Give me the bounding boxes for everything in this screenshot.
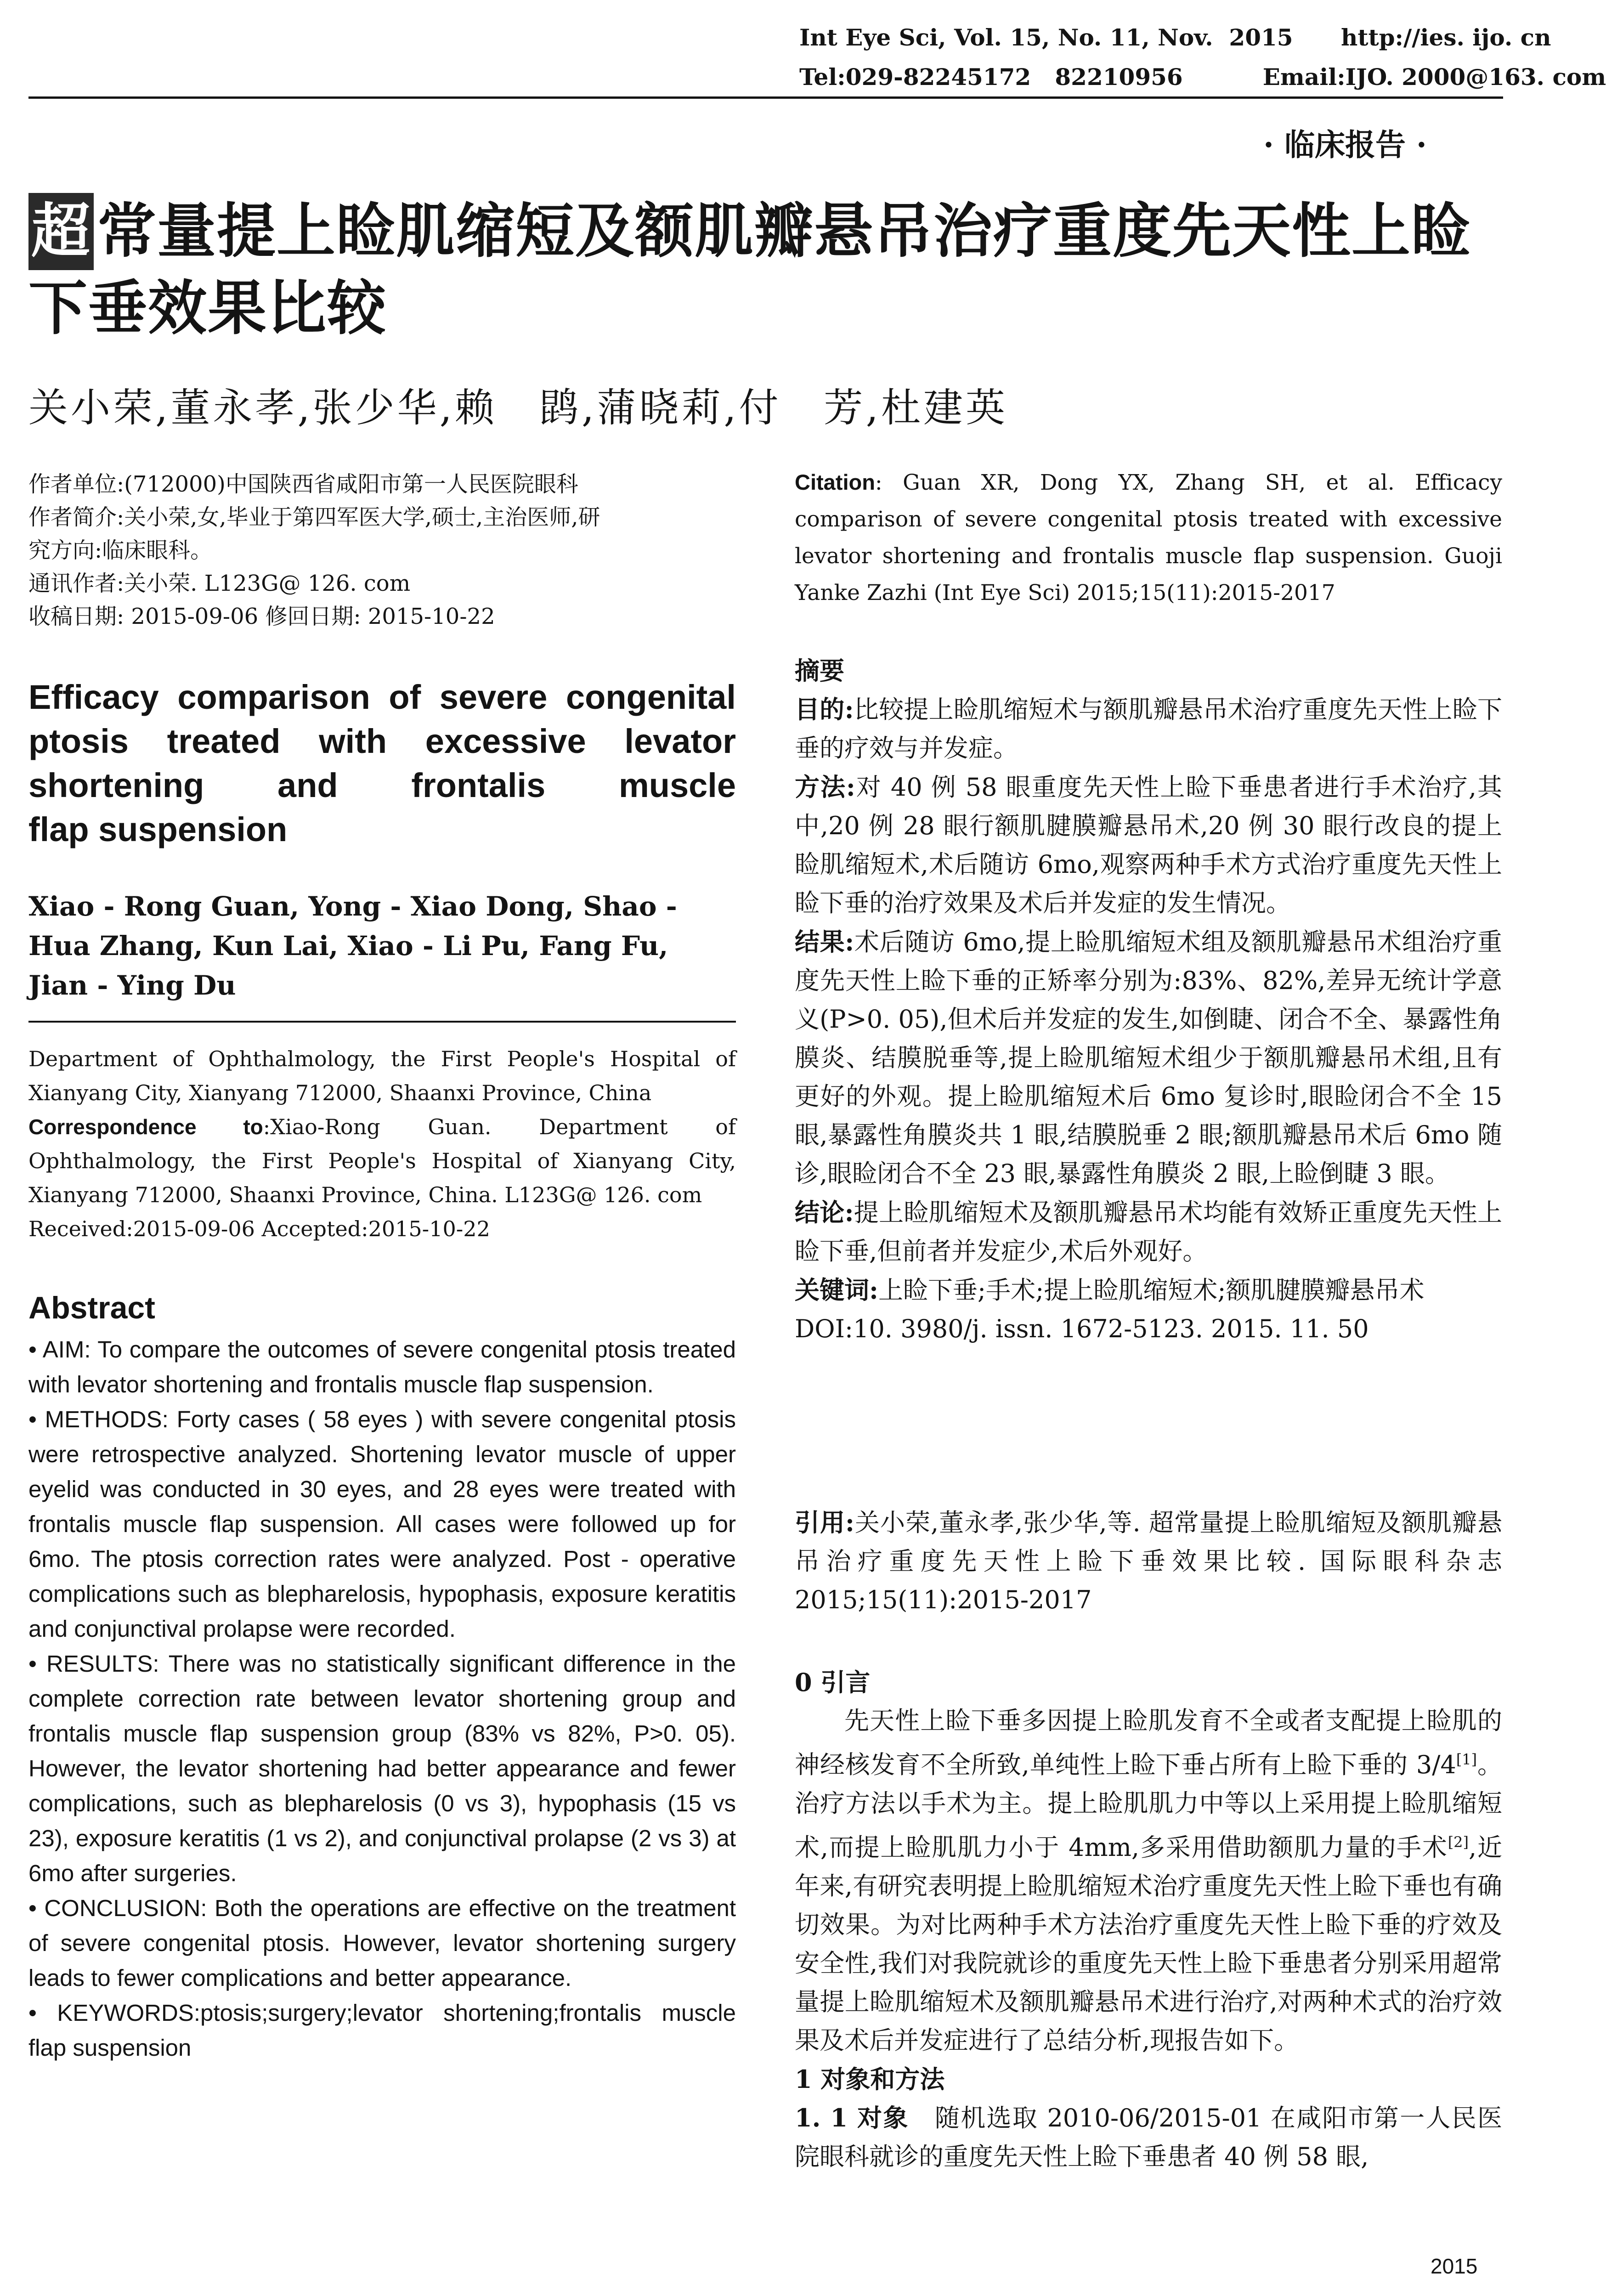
received-accepted: Received:2015-09-06 Accepted:2015-10-22 [28, 1216, 490, 1241]
reference-1: [1] [1456, 1751, 1477, 1768]
english-title-line-1: Efficacy comparison of severe congenital [28, 678, 736, 716]
section-tag: · 临床报告 · [1263, 127, 1427, 163]
chinese-abstract-results: 结果:术后随访 6mo,提上睑肌缩短术组及额肌瓣悬吊术组治疗重度先天性上睑下垂的正矫率分别为:83%、82%,差异无统计学意义(P>0. 05),但术后并发症的发生,如倒睫、闭合不全、暴露性角膜炎、结膜脱垂等,提上睑肌缩短术组少于额肌瓣悬吊术组,且有更好的外观。提上睑肌缩短术后 6mo 复诊时,眼睑闭合不全 15 眼,暴露性角膜炎共 1 眼,结膜脱垂 2 眼;额肌瓣悬吊术后 6mo 随诊,眼睑闭合不全 23 眼,暴露性角膜炎 2 眼,上睑倒睫 3 眼。 [795, 927, 1502, 1188]
corresponding-author: 通讯作者:关小荣. L123G@ 126. com [28, 571, 411, 596]
introduction-heading: 0 引言 [795, 1668, 871, 1697]
methods-heading: 1 对象和方法 [795, 2064, 945, 2094]
chinese-abstract-heading: 摘要 [795, 656, 844, 685]
abstract-conclusion: • CONCLUSION: Both the operations are effective on the treatment of severe congenital ptosis. However, levator shortening surgery leads to fewer complications and better appearance. [28, 1895, 736, 1991]
abstract-aim: • AIM: To compare the outcomes of severe congenital ptosis treated with levator shortening and frontalis muscle flap suspension. [28, 1336, 736, 1397]
author-unit: 作者单位:(712000)中国陕西省咸阳市第一人民医院眼科 [28, 471, 578, 497]
chinese-abstract-aim: 目的:比较提上睑肌缩短术与额肌瓣悬吊术治疗重度先天性上睑下垂的疗效与并发症。 [795, 695, 1502, 763]
reference-2: [2] [1448, 1833, 1469, 1851]
article-title [28, 193, 1503, 347]
title-first-char: 超 [28, 193, 94, 270]
english-title-line-4: flap suspension [28, 810, 288, 848]
chinese-citation-text: 关小荣,董永孝,张少华,等. 超常量提上睑肌缩短及额肌瓣悬吊治疗重度先天性上睑下垂效果比较. 国际眼科杂志 2015;15(11):2015-2017 [795, 1508, 1502, 1614]
affiliation-block [28, 1042, 736, 1246]
citation-text: : Guan XR, Dong YX, Zhang SH, et al. Efficacy comparison of severe congenital ptosis treated with excessive levator shortening and frontalis muscle flap suspension. Guoji Yanke Zazhi (Int Eye Sci) 2015;15(11):2015-2017 [795, 470, 1502, 605]
chinese-abstract-keywords: 关键词:上睑下垂;手术;提上睑肌缩短术;额肌腱膜瓣悬吊术 [795, 1275, 1425, 1305]
received-revised-dates: 收稿日期: 2015-09-06 修回日期: 2015-10-22 [28, 604, 495, 629]
abstract-results: • RESULTS: There was no statistically significant difference in the complete correction rate between levator shortening group and frontalis muscle flap suspension group (83% vs 82%, P>0. 05). However, the levator shortening had better appearance and fewer complications, such as blepharelosis (0 vs 3), hypophasis (15 vs 23), exposure keratitis (1 vs 2), and conjunctival prolapse (2 vs 3) at 6mo after surgeries. [28, 1651, 736, 1886]
english-title-line-2: ptosis treated with excessive levator [28, 722, 736, 760]
chinese-abstract-conclusion: 结论:提上睑肌缩短术及额肌瓣悬吊术均能有效矫正重度先天性上睑下垂,但前者并发症少,术后外观好。 [795, 1198, 1502, 1266]
title-line-2: 下垂效果比较 [28, 276, 387, 341]
author-bio: 作者简介:关小荣,女,毕业于第四军医大学,硕士,主治医师,研 [28, 504, 600, 530]
subjects-paragraph: 1. 1 对象 随机选取 2010-06/2015-01 在咸阳市第一人民医院眼科就诊的重度先天性上睑下垂患者 40 例 58 眼, [795, 2103, 1503, 2171]
english-title [28, 675, 736, 852]
page-number: 2015 [1431, 2254, 1478, 2278]
correspondence [28, 1110, 736, 1212]
introduction-paragraph: 先天性上睑下垂多因提上睑肌发育不全或者支配提上睑肌的神经核发育不全所致,单纯性上睑下垂占所有上睑下垂的 3/4[1]。治疗方法以手术为主。提上睑肌肌力中等以上采用提上睑肌缩短术,而提上睑肌肌力小于 4mm,多采用借助额肌力量的手术[2],近年来,有研究表明提上睑肌缩短术治疗重度先天性上睑下垂也有确切效果。为对比两种手术方法治疗重度先天性上睑下垂的疗效及安全性,我们对我院就诊的重度先天性上睑下垂患者分别采用超常量提上睑肌缩短术及额肌瓣悬吊术进行治疗,对两种术式的治疗效果及术后并发症进行了总结分析,现报告如下。 [795, 1706, 1503, 2055]
contact-info-line: Tel:029-82245172 82210956 Email:IJO. 2000@163. com [799, 63, 1606, 90]
english-authors: Xiao - Rong Guan, Yong - Xiao Dong, Shao - Hua Zhang, Kun Lai, Xiao - Li Pu, Fang Fu, Jian - Ying Du [28, 891, 677, 1001]
authors-chinese: 关小荣,董永孝,张少华,赖 鹍,蒲晓莉,付 芳,杜建英 [28, 385, 1008, 431]
abstract-methods: • METHODS: Forty cases ( 58 eyes ) with severe congenital ptosis were retrospective analyzed. Shortening levator muscle of upper eyelid was conducted in 30 eyes, and 28 eyes were treated with frontalis muscle flap suspension. All cases were followed up for 6mo. The ptosis correction rates were analyzed. Post - operative complications such as blepharelosis, hypophasis, exposure keratitis and conjunctival prolapse were recorded. [28, 1406, 736, 1642]
journal-info-line: Int Eye Sci, Vol. 15, No. 11, Nov. 2015 http://ies. ijo. cn [799, 24, 1551, 51]
affiliation-rule [28, 1021, 736, 1023]
doi: DOI:10. 3980/j. issn. 1672-5123. 2015. 11. 50 [795, 1314, 1369, 1343]
abstract-keywords: • KEYWORDS:ptosis;surgery;levator shortening;frontalis muscle flap suspension [28, 2000, 736, 2061]
chinese-abstract [795, 651, 1502, 1348]
correspondence-label: Correspondence to [28, 1115, 263, 1139]
header-rule [28, 96, 1503, 99]
chinese-abstract-methods: 方法:对 40 例 58 眼重度先天性上睑下垂患者进行手术治疗,其中,20 例 28 眼行额肌腱膜瓣悬吊术,20 例 30 眼行改良的提上睑肌缩短术,术后随访 6mo,观察两种手术方式治疗重度先天性上睑下垂的治疗效果及术后并发症的发生情况。 [795, 772, 1503, 917]
title-line-1: 常量提上睑肌缩短及额肌瓣悬吊治疗重度先天性上睑 [97, 198, 1471, 264]
citation-block [795, 464, 1502, 611]
abstract-body [28, 1332, 736, 2065]
correspondence-text: :Xiao-Rong Guan. Department of Ophthalmology, the First People's Hospital of Xianyang City, Xianyang 712000, Shaanxi Province, China. L123G@ 126. com [28, 1114, 736, 1207]
english-title-line-3: shortening and frontalis muscle [28, 766, 736, 804]
author-info-block [28, 468, 736, 633]
citation-label: Citation [795, 470, 875, 494]
department: Department of Ophthalmology, the First People's Hospital of Xianyang City, Xianyang 712000, Shaanxi Province, China [28, 1046, 736, 1105]
author-research: 究方向:临床眼科。 [28, 537, 213, 563]
chinese-citation-label: 引用: [795, 1508, 854, 1537]
chinese-citation [795, 1503, 1502, 1619]
introduction-section [795, 1663, 1502, 2176]
abstract-heading: Abstract [28, 1290, 155, 1325]
